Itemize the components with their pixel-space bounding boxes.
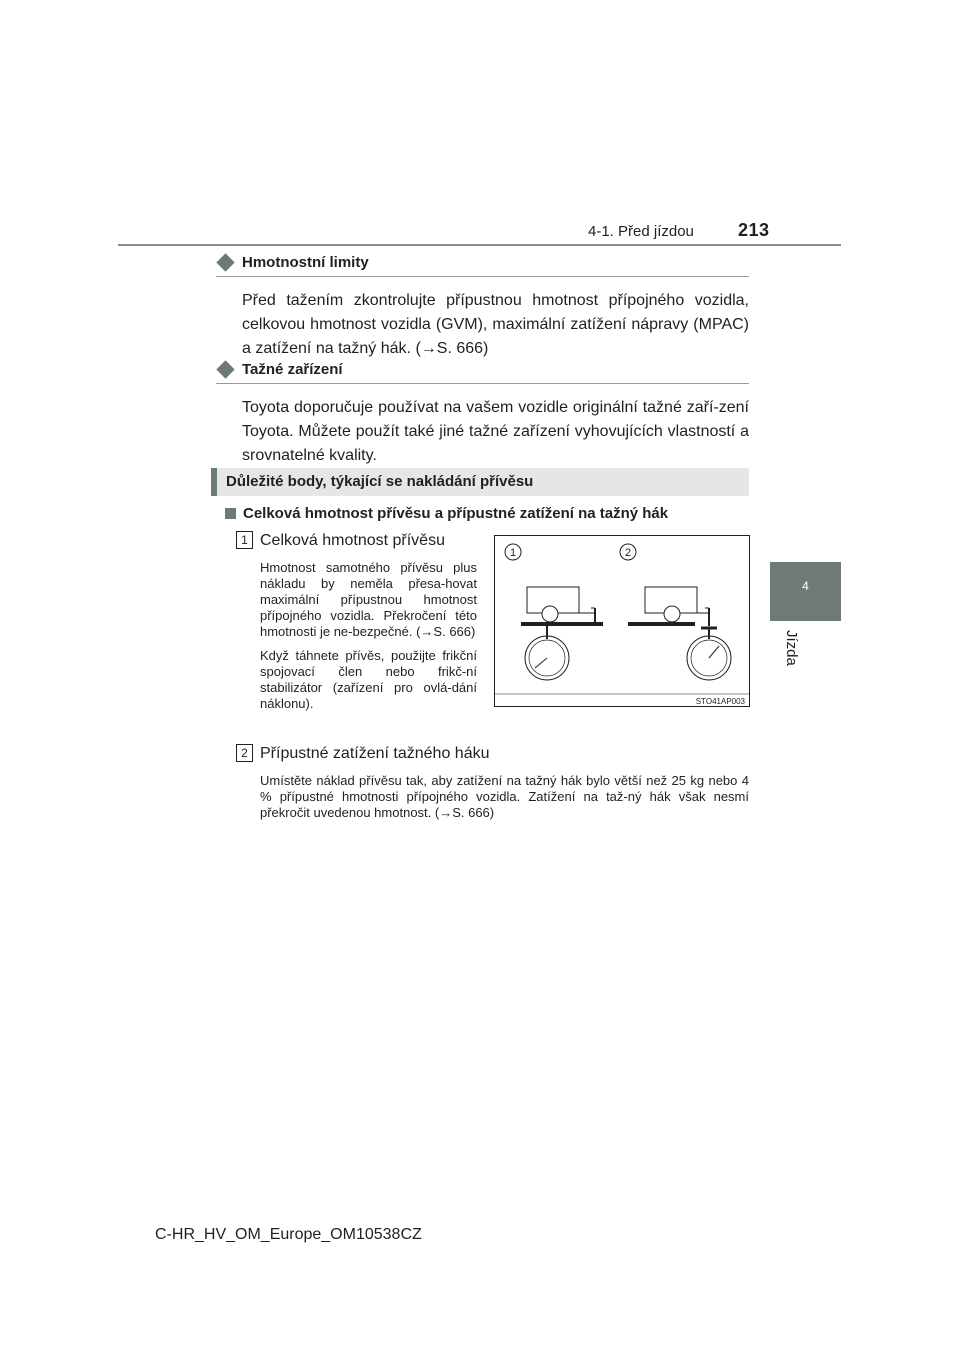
item-description: [260, 560, 477, 720]
item-title: Přípustné zatížení tažného háku: [260, 745, 490, 762]
item-description: [260, 773, 749, 829]
diamond-bullet-icon: [216, 360, 234, 378]
item-number-badge: 1: [236, 531, 253, 549]
header-section-title: 4-1. Před jízdou: [588, 223, 694, 240]
trailer-weight-illustration: [494, 535, 750, 707]
important-points-heading: [211, 468, 749, 496]
item-paragraph: Když táhnete přívěs, použijte frikční spojovací člen nebo frikč-ní stabilizátor (zařízení pro ovlá-dání náklonu).: [260, 648, 477, 711]
document-code-footer: C-HR_HV_OM_Europe_OM10538CZ: [155, 1226, 422, 1243]
page-number: 213: [738, 220, 770, 240]
item-paragraph: Umístěte náklad přívěsu tak, aby zatížení na tažný hák bylo větší než 25 kg nebo 4 % přípustné hmotnosti přípojného vozidla. Zatížení na taž-ný hák však nesmí překročit uvedenou hmotnost. (→S. 666): [260, 773, 749, 820]
chapter-title: Jízda: [783, 630, 800, 666]
diamond-bullet-icon: [216, 253, 234, 271]
important-points-title: Důležité body, týkající se nakládání přívěsu: [226, 473, 534, 490]
chapter-title-vertical: [783, 630, 803, 678]
figure-label-1: 1: [509, 547, 517, 559]
section-title: Hmotnostní limity: [242, 254, 369, 271]
hitch-on-scale-icon: [628, 587, 731, 680]
figure-code: STO41AP003: [695, 697, 745, 706]
header-divider: [118, 244, 841, 246]
section-divider: [216, 383, 749, 384]
square-bullet-icon: [225, 508, 236, 519]
item-title: Celková hmotnost přívěsu: [260, 532, 445, 549]
figure-label-2: 2: [624, 547, 632, 559]
trailer-on-scale-icon: [521, 587, 603, 680]
section-body-text: Před tažením zkontrolujte přípustnou hmotnost přípojného vozidla, celkovou hmotnost vozidla (GVM), maximální zatížení nápravy (MPAC) a zatížení na tažný hák. (→S. 666): [242, 292, 749, 357]
item-number-badge: 2: [236, 744, 253, 762]
section-heading-towing-hitch: [216, 361, 343, 378]
section-heading-weight-limits: [216, 254, 369, 271]
section-body-text: Toyota doporučuje používat na vašem vozidle originální tažné zaří-zení Toyota. Můžete použít také jiné tažné zařízení vyhovujících vlastností a srovnatelné kvality.: [242, 399, 749, 464]
chapter-number: 4: [802, 579, 809, 593]
section-title: Tažné zařízení: [242, 361, 343, 378]
subsection-heading: [225, 505, 668, 522]
subsection-title: Celková hmotnost přívěsu a přípustné zatížení na tažný hák: [243, 505, 669, 522]
item-paragraph: Hmotnost samotného přívěsu plus nákladu by neměla přesa-hovat maximální přípustnou hmotnost přípojného vozidla. Překročení této hmotnosti je ne-bezpečné. (→S. 666): [260, 560, 477, 639]
chapter-tab: [770, 562, 841, 621]
section-divider: [216, 276, 749, 277]
scale-diagram: [495, 536, 749, 706]
